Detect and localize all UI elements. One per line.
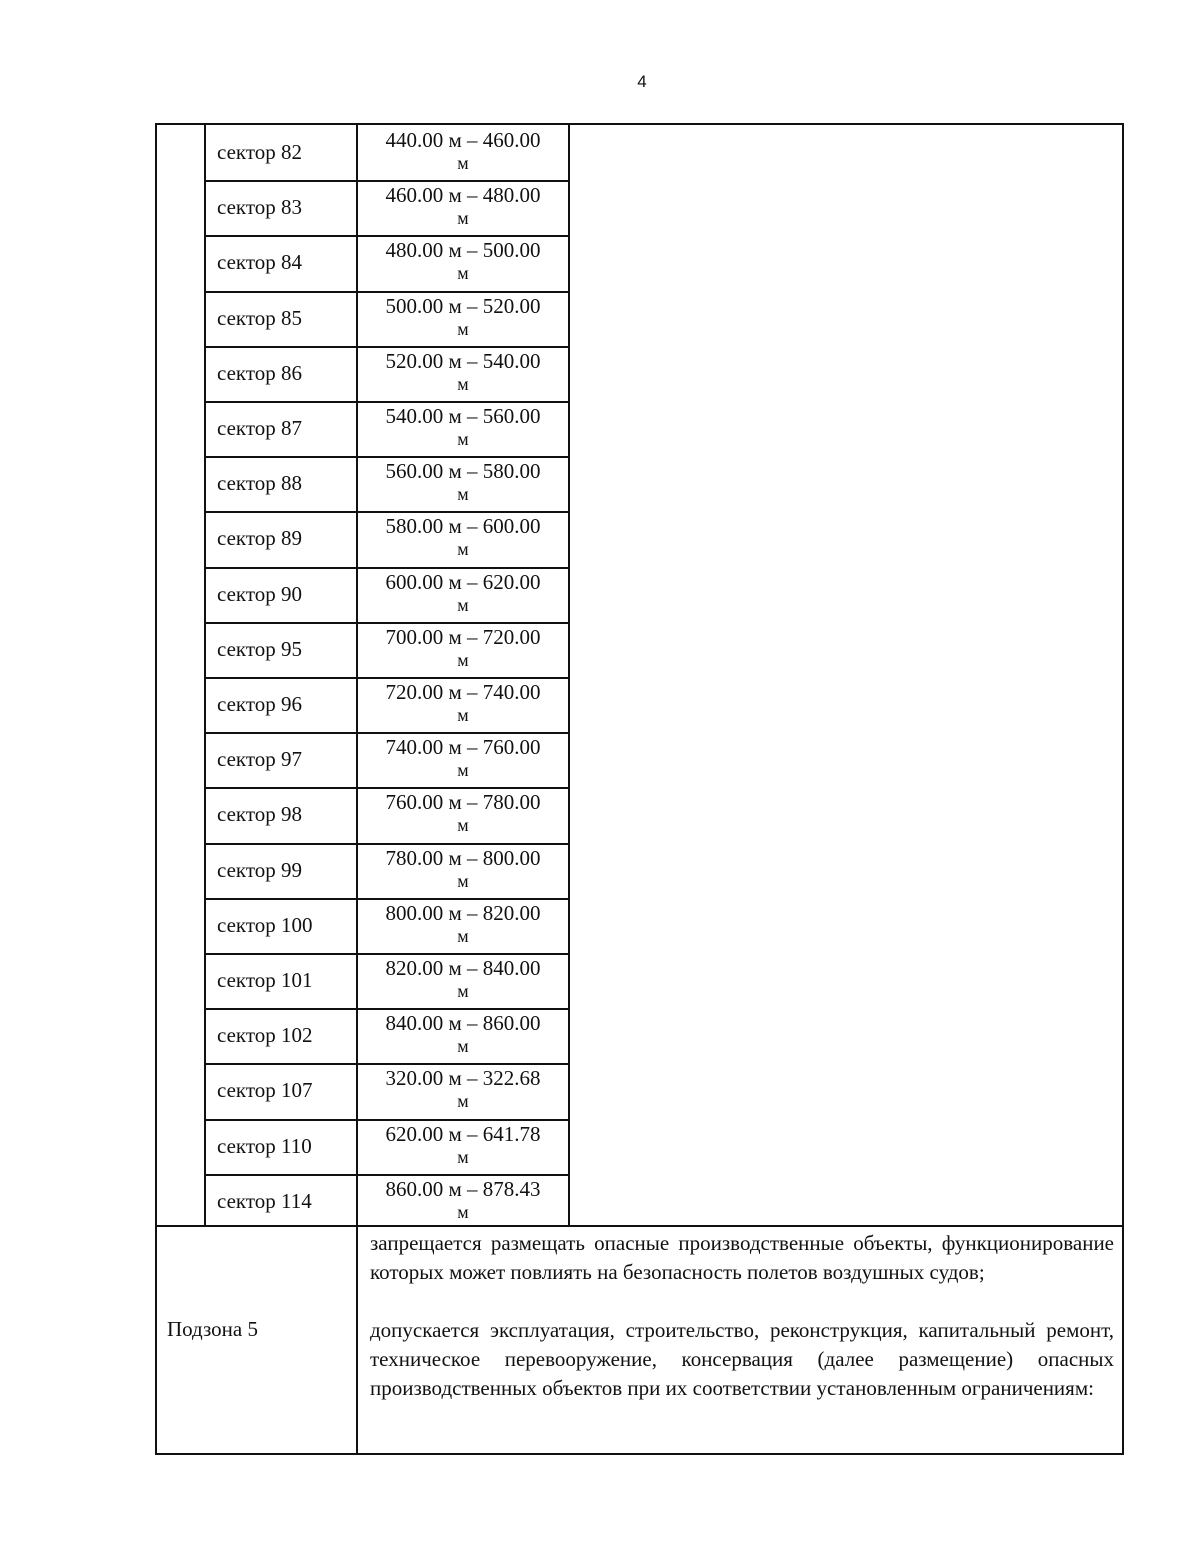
- sector-range: [357, 844, 569, 892]
- sector-name: сектор 95: [217, 637, 302, 661]
- table-row: [205, 1063, 619, 1118]
- subzone-paragraph-2: допускается эксплуатация, строительство, реконструкция, капитальный ремонт, техническое перевооружение, консервация (далее размещение) опасных производственных объектов при их соответствии установленным ограничениям:: [370, 1318, 1114, 1400]
- sector-range-value: 860.00 м – 878.43: [385, 1177, 541, 1201]
- table-row: [205, 511, 619, 566]
- row-divider: [204, 235, 570, 237]
- sector-range-value: 440.00 м – 460.00: [385, 128, 541, 152]
- sector-range-value: 500.00 м – 520.00: [385, 294, 541, 318]
- sector-range-value: 840.00 м – 860.00: [385, 1011, 541, 1035]
- sector-range-value: 820.00 м – 840.00: [385, 956, 541, 980]
- sector-range-value: 580.00 м – 600.00: [385, 514, 541, 538]
- sector-range: [357, 954, 569, 1002]
- sector-range-unit: м: [457, 263, 469, 283]
- row-divider: [204, 677, 570, 679]
- sector-range-unit: м: [457, 595, 469, 615]
- sector-range: [357, 347, 569, 395]
- sector-range-unit: м: [457, 539, 469, 559]
- row-divider: [204, 1008, 570, 1010]
- table-row: [205, 953, 619, 1008]
- sector-name: сектор 114: [217, 1189, 312, 1213]
- sector-range-unit: м: [457, 1091, 469, 1111]
- sector-name: сектор 97: [217, 747, 302, 771]
- row-divider: [204, 898, 570, 900]
- table-row: [205, 125, 619, 180]
- subzone-requirements: [370, 1229, 1114, 1403]
- sector-range: [357, 899, 569, 947]
- sector-range-unit: м: [457, 926, 469, 946]
- table-row: [205, 291, 619, 346]
- row-divider: [204, 843, 570, 845]
- sector-name: сектор 90: [217, 582, 302, 606]
- sector-name: сектор 102: [217, 1023, 313, 1047]
- sector-range: [357, 1064, 569, 1112]
- subzone-label: Подзона 5: [167, 1317, 258, 1341]
- table-row: [205, 567, 619, 622]
- sector-name: сектор 85: [217, 306, 302, 330]
- row-divider: [204, 180, 570, 182]
- sector-range: [357, 181, 569, 229]
- table-row: [205, 898, 619, 953]
- table-row: [205, 677, 619, 732]
- row-divider: [204, 787, 570, 789]
- sector-range: [357, 788, 569, 836]
- sector-range-unit: м: [457, 374, 469, 394]
- table-row: [205, 1008, 619, 1063]
- row-divider: [204, 1063, 570, 1065]
- sector-name: сектор 98: [217, 802, 302, 826]
- sector-range-value: 700.00 м – 720.00: [385, 625, 541, 649]
- sector-range: [357, 1175, 569, 1223]
- sector-range-value: 720.00 м – 740.00: [385, 680, 541, 704]
- sector-range-unit: м: [457, 1147, 469, 1167]
- sector-name: сектор 83: [217, 195, 302, 219]
- table-row: [205, 787, 619, 842]
- row-divider: [204, 953, 570, 955]
- sector-range: [357, 236, 569, 284]
- sector-name: сектор 107: [217, 1078, 313, 1102]
- sector-name: сектор 84: [217, 250, 302, 274]
- table-row: [205, 235, 619, 290]
- sector-name: сектор 89: [217, 526, 302, 550]
- sector-range-unit: м: [457, 484, 469, 504]
- row-divider: [204, 346, 570, 348]
- row-divider: [204, 511, 570, 513]
- row-divider: [204, 732, 570, 734]
- sector-table: [155, 123, 1124, 1455]
- sector-range-value: 740.00 м – 760.00: [385, 735, 541, 759]
- sector-range-value: 780.00 м – 800.00: [385, 846, 541, 870]
- row-divider: [204, 456, 570, 458]
- sector-range-unit: м: [457, 650, 469, 670]
- sector-range: [357, 678, 569, 726]
- sector-range: [357, 292, 569, 340]
- sector-range-unit: м: [457, 705, 469, 725]
- sector-range-value: 600.00 м – 620.00: [385, 570, 541, 594]
- sector-range-unit: м: [457, 815, 469, 835]
- sector-name: сектор 99: [217, 858, 302, 882]
- row-divider: [204, 401, 570, 403]
- sector-name: сектор 96: [217, 692, 302, 716]
- sector-range-value: 320.00 м – 322.68: [385, 1066, 541, 1090]
- sector-range-unit: м: [457, 981, 469, 1001]
- sector-name: сектор 101: [217, 968, 313, 992]
- sector-range-unit: м: [457, 1202, 469, 1222]
- sector-range-value: 480.00 м – 500.00: [385, 238, 541, 262]
- sector-range-value: 560.00 м – 580.00: [385, 459, 541, 483]
- sector-range-value: 520.00 м – 540.00: [385, 349, 541, 373]
- sector-range-unit: м: [457, 208, 469, 228]
- sector-range: [357, 457, 569, 505]
- sector-range-unit: м: [457, 153, 469, 173]
- sector-range-unit: м: [457, 319, 469, 339]
- sector-name: сектор 87: [217, 416, 302, 440]
- sector-name: сектор 82: [217, 140, 302, 164]
- table-row: [205, 180, 619, 235]
- table-row: [205, 732, 619, 787]
- table-row: [205, 456, 619, 511]
- table-row: [205, 1174, 619, 1229]
- sector-name: сектор 86: [217, 361, 302, 385]
- sector-range-value: 620.00 м – 641.78: [385, 1122, 541, 1146]
- sector-range: [357, 1120, 569, 1168]
- sector-range-unit: м: [457, 871, 469, 891]
- row-divider: [204, 1119, 570, 1121]
- table-row: [205, 843, 619, 898]
- sector-range-unit: м: [457, 760, 469, 780]
- subzone-paragraph-1: запрещается размещать опасные производственные объекты, функционирование которых может повлиять на безопасность полетов воздушных судов;: [370, 1231, 1114, 1284]
- sector-range: [357, 402, 569, 450]
- sector-range-value: 460.00 м – 480.00: [385, 183, 541, 207]
- subzone-row-divider: [157, 1225, 1124, 1227]
- sector-range-value: 540.00 м – 560.00: [385, 404, 541, 428]
- sector-range: [357, 568, 569, 616]
- table-row: [205, 622, 619, 677]
- table-row: [205, 346, 619, 401]
- row-divider: [204, 1174, 570, 1176]
- sector-range: [357, 1009, 569, 1057]
- sector-range-value: 800.00 м – 820.00: [385, 901, 541, 925]
- page-number: 4: [637, 72, 647, 91]
- row-divider: [204, 622, 570, 624]
- sector-range: [357, 126, 569, 174]
- row-divider: [204, 291, 570, 293]
- sector-range: [357, 623, 569, 671]
- table-row: [205, 401, 619, 456]
- sector-range: [357, 733, 569, 781]
- sector-range-unit: м: [457, 1036, 469, 1056]
- sector-name: сектор 88: [217, 471, 302, 495]
- sector-range-value: 760.00 м – 780.00: [385, 790, 541, 814]
- sector-name: сектор 100: [217, 913, 313, 937]
- table-row: [205, 1119, 619, 1174]
- sector-range: [357, 512, 569, 560]
- row-divider: [204, 567, 570, 569]
- sector-range-unit: м: [457, 429, 469, 449]
- sector-name: сектор 110: [217, 1134, 312, 1158]
